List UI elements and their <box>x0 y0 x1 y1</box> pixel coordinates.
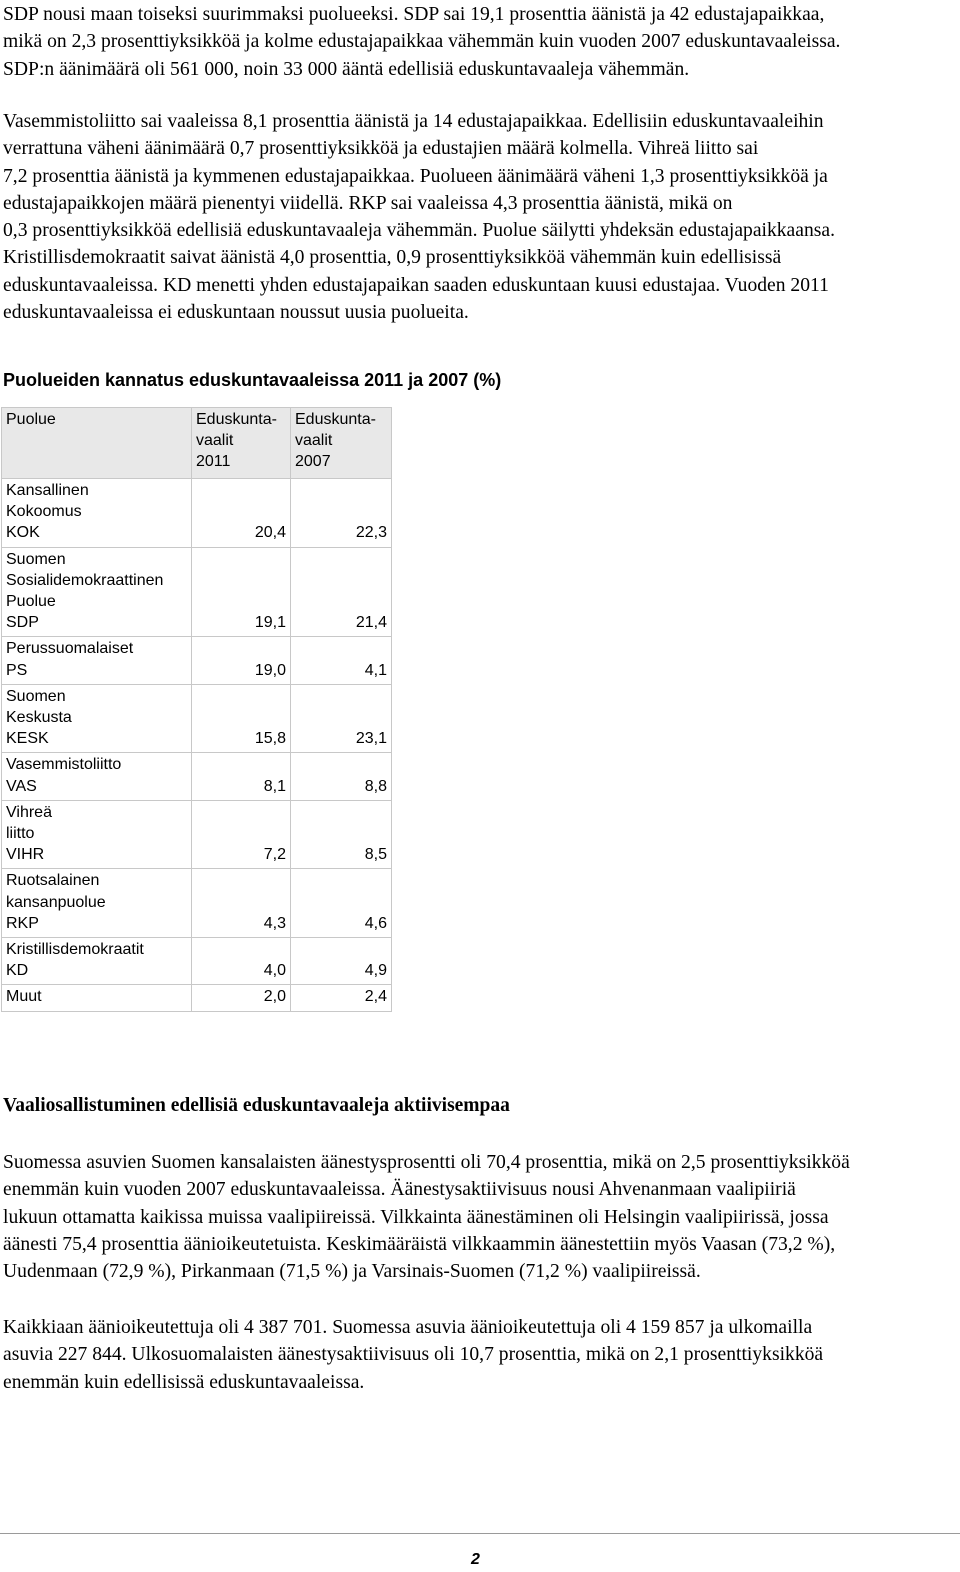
parties-line: edustajapaikkojen määrä pienentyi viidellä. RKP sai vaaleissa 4,3 prosenttia äänistä, mikä on <box>3 192 733 214</box>
parties-line: Vasemmistoliitto sai vaaleissa 8,1 prosenttia äänistä ja 14 edustajapaikkaa. Edellisiin eduskuntavaaleihin <box>3 111 824 132</box>
parties-line: eduskuntavaaleissa ei eduskuntaan noussut uusia puolueita. <box>3 302 469 324</box>
party-name-cell: Perussuomalaiset PS <box>2 637 192 684</box>
party-name-cell: Ruotsalainen kansanpuolue RKP <box>2 869 192 938</box>
party-name-cell: Muut <box>2 985 192 1011</box>
parties-line: 7,2 prosenttia äänistä ja kymmenen edustajapaikkaa. Puolueen äänimäärä väheni 1,3 prosenttiyksikköä ja <box>3 165 828 187</box>
value-2011-cell: 19,1 <box>192 547 291 637</box>
turnout-line: lukuun ottamatta kaikissa muissa vaalipiireissä. Vilkkainta äänestäminen oli Helsingin vaalipiirissä, jossa <box>3 1206 829 1228</box>
table-row <box>2 869 392 938</box>
value-2011-cell: 20,4 <box>192 479 291 548</box>
value-2007-cell: 4,1 <box>291 637 392 684</box>
value-2007-cell: 2,4 <box>291 985 392 1011</box>
value-2011-cell: 7,2 <box>192 800 291 869</box>
table-row <box>2 637 392 684</box>
value-2011-cell: 4,3 <box>192 869 291 938</box>
table-header-row <box>2 408 392 479</box>
table-row <box>2 684 392 753</box>
turnout-line: enemmän kuin vuoden 2007 eduskuntavaaleissa. Äänestysaktiivisuus nousi Ahvenanmaan vaalipiiriä <box>3 1179 796 1201</box>
table-row <box>2 753 392 800</box>
page-number: 2 <box>471 1551 480 1568</box>
intro-paragraph <box>3 1 960 83</box>
turnout-line: Kaikkiaan äänioikeutettuja oli 4 387 701. Suomessa asuvia äänioikeutettuja oli 4 159 857 ja ulkomailla <box>3 1317 813 1338</box>
table-body <box>2 479 392 1012</box>
table-row <box>2 547 392 637</box>
value-2011-cell: 15,8 <box>192 684 291 753</box>
turnout-line: Suomessa asuvien Suomen kansalaisten äänestysprosentti oli 70,4 prosenttia, mikä on 2,5 prosenttiyksikköä <box>3 1152 850 1173</box>
intro-line: mikä on 2,3 prosenttiyksikköä ja kolme edustajapaikkaa vähemmän kuin vuoden 2007 eduskuntavaaleissa. <box>3 31 841 53</box>
party-name-cell: Suomen Keskusta KESK <box>2 684 192 753</box>
value-2011-cell: 2,0 <box>192 985 291 1011</box>
turnout-line: äänesti 75,4 prosenttia äänioikeutetuista. Keskimääräistä vilkkaammin äänestettiin myös Vaasan (73,2 %), <box>3 1233 836 1255</box>
value-2007-cell: 22,3 <box>291 479 392 548</box>
table-row <box>2 800 392 869</box>
party-name-cell: Kristillisdemokraatit KD <box>2 938 192 985</box>
turnout-line: Uudenmaan (72,9 %), Pirkanmaan (71,5 %) ja Varsinais-Suomen (71,2 %) vaalipiireissä. <box>3 1261 701 1283</box>
footer-divider <box>0 1533 960 1534</box>
value-2011-cell: 19,0 <box>192 637 291 684</box>
value-2007-cell: 8,5 <box>291 800 392 869</box>
turnout-heading: Vaaliosallistuminen edellisiä eduskuntavaaleja aktiivisempaa <box>3 1095 510 1116</box>
header-party: Puolue <box>2 408 192 479</box>
value-2007-cell: 23,1 <box>291 684 392 753</box>
turnout-paragraph-1 <box>3 1149 960 1285</box>
turnout-line: asuvia 227 844. Ulkosuomalaisten äänestysaktiivisuus oli 10,7 prosenttia, mikä on 2,1 prosenttiyksikköä <box>3 1344 824 1366</box>
intro-line: SDP nousi maan toiseksi suurimmaksi puolueeksi. SDP sai 19,1 prosenttia äänistä ja 42 edustajapaikkaa, <box>3 4 825 25</box>
value-2007-cell: 21,4 <box>291 547 392 637</box>
intro-line: SDP:n äänimäärä oli 561 000, noin 33 000 ääntä edellisiä eduskuntavaaleja vähemmän. <box>3 58 690 80</box>
party-name-cell: Kansallinen Kokoomus KOK <box>2 479 192 548</box>
turnout-paragraph-2 <box>3 1314 960 1396</box>
parties-line: eduskuntavaaleissa. KD menetti yhden edustajapaikan saaden eduskuntaan kuusi edustajaa. Vuoden 2011 <box>3 274 829 296</box>
table-row <box>2 479 392 548</box>
value-2007-cell: 4,9 <box>291 938 392 985</box>
parties-line: Kristillisdemokraatit saivat äänistä 4,0 prosenttia, 0,9 prosenttiyksikköä vähemmän kuin edellisissä <box>3 247 782 269</box>
party-name-cell: Suomen Sosialidemokraattinen Puolue SDP <box>2 547 192 637</box>
table-row <box>2 938 392 985</box>
turnout-line: enemmän kuin edellisissä eduskuntavaaleissa. <box>3 1371 365 1393</box>
parties-paragraph <box>3 108 960 326</box>
table-title: Puolueiden kannatus eduskuntavaaleissa 2011 ja 2007 (%) <box>3 370 502 390</box>
header-2011: Eduskunta- vaalit 2011 <box>192 408 291 479</box>
header-2007: Eduskunta- vaalit 2007 <box>291 408 392 479</box>
party-name-cell: Vihreä liitto VIHR <box>2 800 192 869</box>
value-2007-cell: 4,6 <box>291 869 392 938</box>
parties-line: verrattuna väheni äänimäärä 0,7 prosenttiyksikköä ja edustajien määrä kolmella. Vihreä liitto sai <box>3 138 759 160</box>
party-name-cell: Vasemmistoliitto VAS <box>2 753 192 800</box>
value-2011-cell: 8,1 <box>192 753 291 800</box>
table-row <box>2 985 392 1011</box>
value-2007-cell: 8,8 <box>291 753 392 800</box>
party-support-table <box>1 407 392 1012</box>
parties-line: 0,3 prosenttiyksikköä edellisiä eduskuntavaaleja vähemmän. Puolue säilytti yhdeksän edustajapaikkaansa. <box>3 220 835 242</box>
value-2011-cell: 4,0 <box>192 938 291 985</box>
